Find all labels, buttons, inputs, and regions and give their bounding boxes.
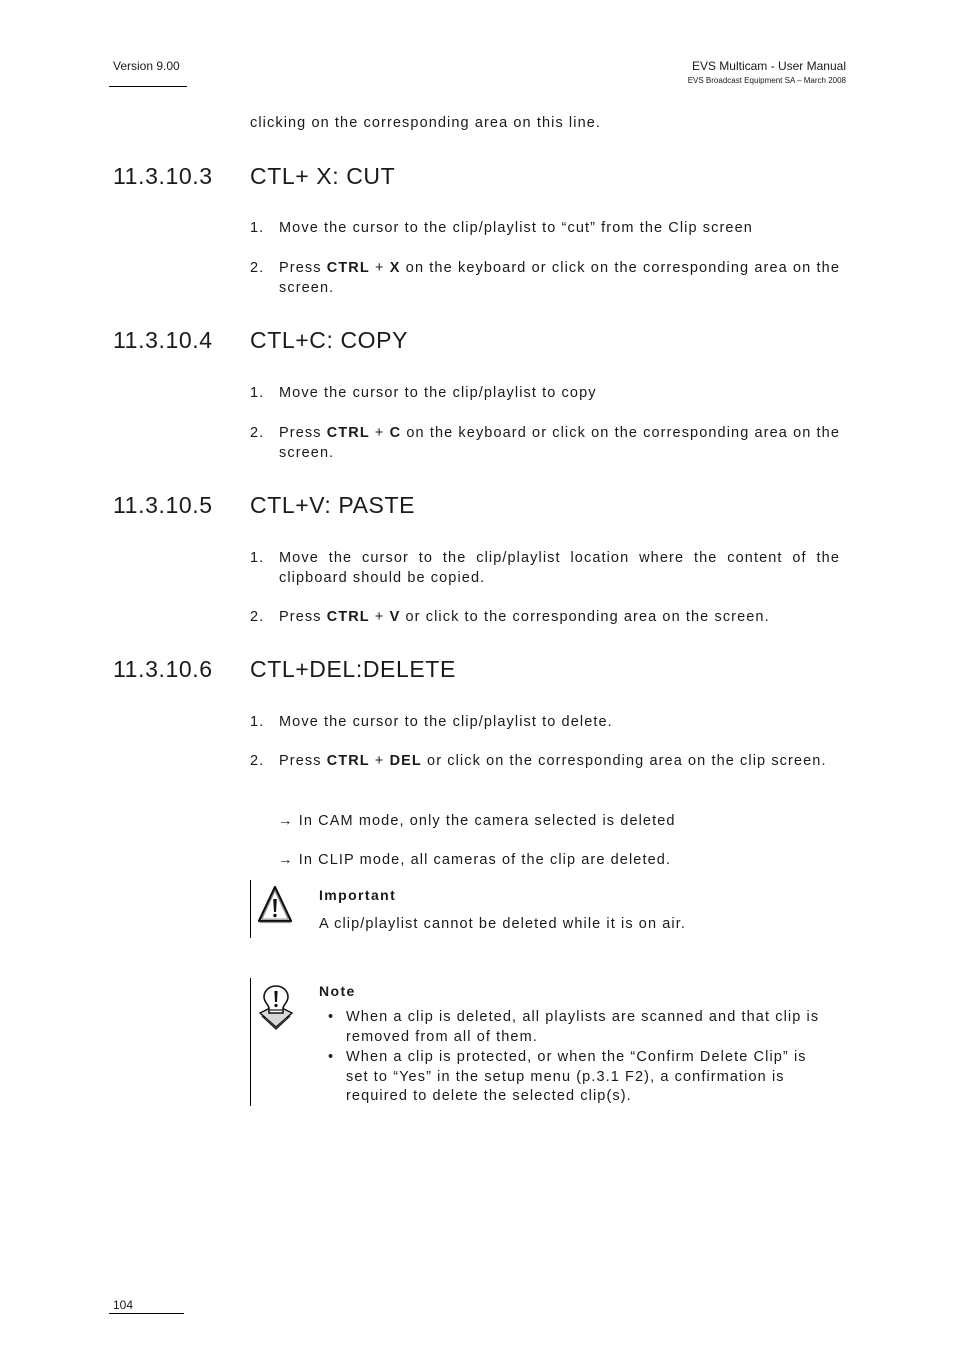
section-number: 11.3.10.5: [113, 492, 213, 518]
paste-step-2: [250, 608, 840, 628]
note-bullet-item: [328, 1008, 828, 1047]
step-number: 2.: [250, 425, 265, 441]
step-number: 2.: [250, 609, 265, 625]
key-ctrl: CTRL: [326, 260, 370, 276]
step-number: 1.: [250, 220, 265, 236]
section-heading-cut: [113, 163, 395, 190]
key-ctrl: CTRL: [326, 425, 370, 441]
section-title: CTL+V: PASTE: [250, 492, 416, 518]
header-manual-title: EVS Multicam - User Manual: [691, 59, 846, 73]
arrow-text: In CLIP mode, all cameras of the clip are deleted.: [298, 852, 672, 868]
section-title: CTL+C: COPY: [250, 327, 409, 353]
step-text: Move the cursor to the clip/playlist to “cut” from the Clip screen: [279, 220, 753, 236]
delete-arrow-clip: [278, 851, 671, 871]
key-ctrl: CTRL: [326, 753, 370, 769]
bullet-text: When a clip is protected, or when the “Confirm Delete Clip” is set to “Yes” in the setup menu (p.3.1 F2), a confirmation is required to delete the selected clip(s).: [346, 1049, 807, 1104]
bullet-text: When a clip is deleted, all playlists are scanned and that clip is removed from all of them.: [346, 1009, 820, 1045]
arrow-text: In CAM mode, only the camera selected is deleted: [298, 813, 676, 829]
paste-step-1: [250, 549, 840, 588]
step-text-pre: Press: [279, 425, 327, 441]
note-bullet-list: [328, 1008, 828, 1107]
step-text-post: or click on the corresponding area on the clip screen.: [421, 753, 827, 769]
step-number: 1.: [250, 550, 265, 566]
page-number: 104: [113, 1298, 134, 1312]
bullet-icon: •: [328, 1049, 335, 1065]
plus-sign: +: [369, 609, 390, 625]
copy-step-2: [250, 424, 840, 463]
header-version: Version 9.00: [113, 59, 180, 73]
section-heading-delete: [113, 656, 456, 683]
cut-step-2: [250, 259, 840, 298]
note-lightbulb-icon: [256, 983, 296, 1031]
step-number: 2.: [250, 260, 265, 276]
step-text-pre: Press: [279, 260, 327, 276]
key-v: V: [389, 609, 401, 625]
section-number: 11.3.10.6: [113, 656, 213, 682]
section-heading-copy: [113, 327, 408, 354]
step-text-pre: Press: [279, 753, 327, 769]
step-text: [279, 608, 840, 628]
step-text: [279, 259, 840, 298]
intro-continuation: clicking on the corresponding area on this line.: [250, 115, 602, 131]
section-heading-paste: [113, 492, 415, 519]
section-number: 11.3.10.4: [113, 327, 213, 353]
delete-arrow-cam: [278, 812, 676, 832]
step-text: Move the cursor to the clip/playlist to delete.: [279, 714, 613, 730]
plus-sign: +: [369, 260, 390, 276]
header-company-date: EVS Broadcast Equipment SA – March 2008: [687, 76, 846, 85]
step-text-post: on the keyboard or click on the corresponding area on the screen.: [279, 425, 840, 461]
note-rule: [250, 978, 251, 1106]
step-number: 2.: [250, 753, 265, 769]
delete-step-1: [250, 713, 840, 733]
delete-step-2: [250, 752, 840, 772]
step-number: 1.: [250, 714, 265, 730]
key-del: DEL: [389, 753, 422, 769]
arrow-icon: →: [278, 852, 294, 868]
section-title: CTL+ X: CUT: [250, 163, 396, 189]
copy-step-1: [250, 384, 840, 404]
step-text-post: or click to the corresponding area on the screen.: [400, 609, 770, 625]
key-c: C: [389, 425, 402, 441]
important-rule: [250, 880, 251, 938]
step-text: [279, 752, 840, 772]
note-bullet-item: [328, 1048, 828, 1107]
key-x: X: [389, 260, 401, 276]
note-title: Note: [319, 983, 356, 999]
important-text: A clip/playlist cannot be deleted while it is on air.: [319, 916, 687, 932]
warning-triangle-icon: [256, 884, 294, 926]
step-text: Move the cursor to the clip/playlist location where the content of the clipboard should be copied.: [279, 550, 840, 586]
key-ctrl: CTRL: [326, 609, 370, 625]
footer-rule: [109, 1313, 184, 1314]
arrow-icon: →: [278, 813, 294, 829]
cut-step-1: [250, 219, 840, 239]
section-title: CTL+DEL:DELETE: [250, 656, 456, 682]
plus-sign: +: [369, 753, 390, 769]
important-title: Important: [319, 887, 397, 903]
step-text: [279, 424, 840, 463]
plus-sign: +: [369, 425, 390, 441]
section-number: 11.3.10.3: [113, 163, 213, 189]
bullet-icon: •: [328, 1009, 335, 1025]
step-text-pre: Press: [279, 609, 327, 625]
step-text-post: on the keyboard or click on the corresponding area on the screen.: [279, 260, 840, 296]
header-rule: [109, 86, 187, 87]
step-number: 1.: [250, 385, 265, 401]
step-text: Move the cursor to the clip/playlist to copy: [279, 385, 597, 401]
